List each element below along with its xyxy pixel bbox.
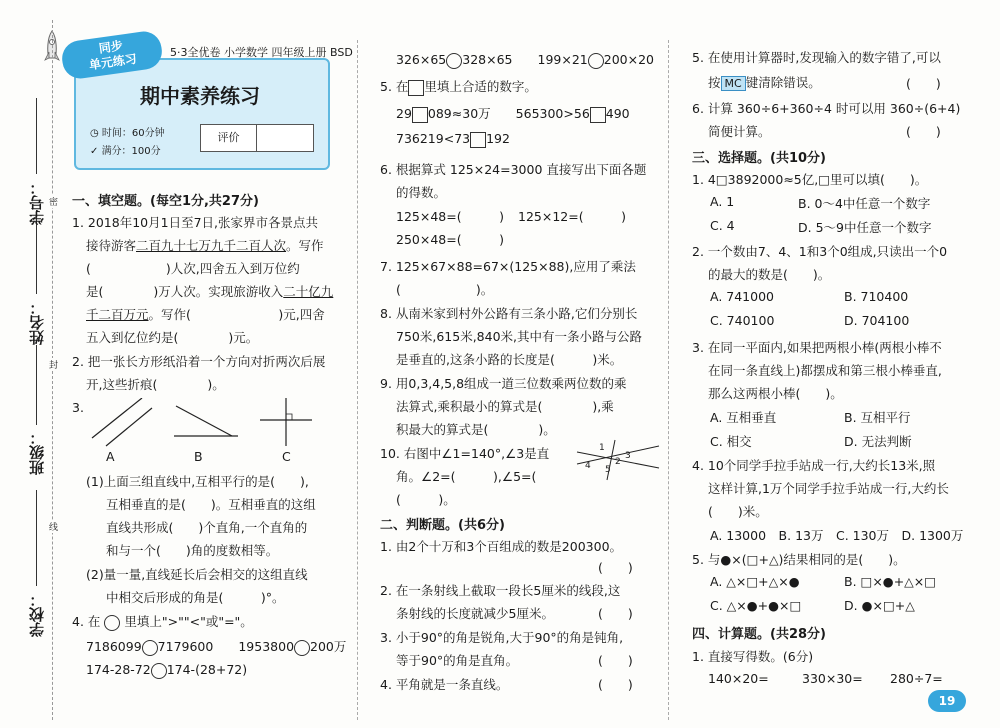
question-text: 直线共形成( )个直角,一个直角的 (106, 520, 308, 535)
question-text: (2)量一量,直线延长后会相交的这组直线 (86, 567, 308, 582)
calc-item: 280÷7= (890, 671, 943, 686)
calc-row: 125×12=( ) (518, 209, 626, 224)
question-text: 2. 在一条射线上截取一段长5厘米的线段,这 (380, 583, 621, 598)
answer-circle[interactable] (142, 640, 158, 656)
question-text: 在同一条直线上)都摆成和第三根小棒垂直, (708, 363, 942, 378)
clock-icon: ◷ (90, 128, 102, 139)
question-text: 开,这些折痕( )。 (86, 377, 225, 392)
question-text: 8. 从南米家到村外公路有三条小路,它们分别长 (380, 306, 638, 321)
question-text: 5. 与●×(□+△)结果相同的是( )。 (692, 552, 906, 567)
seal-mark-2: 封 (47, 360, 57, 369)
column-divider (668, 40, 669, 720)
lines-figure (82, 398, 332, 448)
answer-box[interactable] (590, 107, 606, 123)
question-text: 4. 10个同学手拉手站成一行,大约长13米,照 (692, 458, 936, 473)
question-text: 7. 125×67×88=67×(125×88),应用了乘法 (380, 259, 636, 274)
question-text: (1)上面三组直线中,互相平行的是( ), (86, 474, 309, 489)
calc-row: 250×48=( ) (396, 232, 504, 247)
fill-row: 29 089≈30万 565300>56 490 (396, 106, 630, 121)
angle-label: 3 (625, 451, 631, 461)
page-number: 19 (928, 690, 966, 712)
question-text: 角。∠2=( ),∠5=( (396, 469, 562, 484)
calc-item: 330×30= (802, 671, 863, 686)
option-a[interactable]: A. 互相垂直 (710, 410, 777, 425)
judge-paren[interactable]: ( ) (598, 677, 633, 692)
id-field[interactable] (36, 98, 38, 174)
question-text: 10. 右图中∠1=140°,∠3是直 (380, 446, 550, 461)
options-row[interactable]: A. 13000 B. 13万 C. 130万 D. 1300万 (710, 528, 964, 543)
answer-circle[interactable] (588, 53, 604, 69)
question-text: 和与一个( )角的度数相等。 (106, 543, 279, 558)
option-d[interactable]: D. 5～9中任意一个数字 (798, 220, 932, 235)
answer-circle[interactable] (294, 640, 310, 656)
fill-row: 736219<73 192 (396, 131, 510, 146)
answer-box[interactable] (470, 132, 486, 148)
option-a[interactable]: A. 741000 (710, 289, 774, 304)
question-text: 1. 4□3892000≈5亿,□里可以填( )。 (692, 172, 928, 187)
question-text: 积最大的算式是( )。 (396, 422, 556, 437)
compare-row: 326×65 328×65 199×21 200×20 (396, 52, 655, 67)
question-text: 这样计算,1万个同学手拉手站成一行,大约长 (708, 481, 949, 496)
judge-paren[interactable]: ( ) (598, 606, 633, 621)
calc-item: 140×20= (708, 671, 769, 686)
answer-circle[interactable] (151, 663, 167, 679)
rating-field[interactable] (257, 125, 312, 151)
figure-label-c: C (282, 449, 291, 464)
question-text: ( )。 (396, 282, 494, 297)
option-d[interactable]: D. 无法判断 (844, 434, 912, 449)
time-info: ◷ 时间：60分钟 (90, 128, 165, 139)
question-text: 1. 直接写得数。(6分) (692, 649, 814, 664)
option-c[interactable]: C. △×●+●×□ (710, 598, 802, 613)
answer-circle[interactable] (104, 615, 120, 631)
option-c[interactable]: C. 740100 (710, 313, 775, 328)
seal-mark-3: 线 (47, 522, 57, 531)
question-text: 750米,615米,840米,其中有一条小路与公路 (396, 329, 642, 344)
page-title: 期中素养练习 (140, 84, 260, 108)
question-text: 简便计算。 (708, 124, 771, 139)
section-heading: 一、填空题。(每空1分,共27分) (72, 194, 259, 209)
option-c[interactable]: C. 相交 (710, 434, 752, 449)
question-text: 是( )万人次。实现旅游收入二十亿九 (86, 284, 334, 299)
question-text: 4. 平角就是一条直线。 (380, 677, 509, 692)
question-number: 3. (72, 400, 84, 415)
question-text: 是垂直的,这条小路的长度是( )米。 (396, 352, 623, 367)
question-text: 接待游客二百九十七万九千二百人次。写作 (86, 238, 324, 253)
mc-key: MC (721, 76, 746, 91)
compare-row: 7186099 7179600 1953800 200万 (86, 639, 347, 654)
question-text: 5. 在 里填上合适的数字。 (380, 79, 537, 94)
option-b[interactable]: B. 710400 (844, 289, 909, 304)
question-text: 3. 在同一平面内,如果把两根小棒(两根小棒不 (692, 340, 942, 355)
class-label: 班级： (28, 430, 46, 475)
figure-label-b: B (194, 449, 203, 464)
school-field[interactable] (36, 490, 38, 586)
series-info: 5·3全优卷 小学数学 四年级上册 BSD (170, 46, 353, 59)
compare-row: 174-28-72 174-(28+72) (86, 662, 248, 677)
class-field[interactable] (36, 345, 38, 425)
question-text: 3. 小于90°的角是锐角,大于90°的角是钝角, (380, 630, 624, 645)
question-text: 千二百万元。写作( )元,四舍 (86, 307, 325, 322)
section-heading: 四、计算题。(共28分) (692, 627, 826, 642)
question-text: 1. 由2个十万和3个百组成的数是200300。 (380, 539, 623, 554)
rating-label: 评价 (201, 125, 257, 151)
option-b[interactable]: B. □×●+△×□ (844, 574, 937, 589)
question-text: 按 MC 键清除错误。 (708, 75, 821, 90)
option-a[interactable]: A. △×□+△×● (710, 574, 800, 589)
sync-badge: 同步 单元练习 (60, 29, 164, 81)
question-text: 的最大的数是( )。 (708, 267, 831, 282)
answer-box[interactable] (412, 107, 428, 123)
question-text: ( )人次,四舍五入到万位约 (86, 261, 300, 276)
question-text: 2. 一个数由7、4、1和3个0组成,只读出一个0 (692, 244, 948, 259)
seal-mark-1: 密 (47, 197, 57, 206)
angle-figure (575, 438, 660, 482)
question-text: 法算式,乘积最小的算式是( ),乘 (396, 399, 614, 414)
option-d[interactable]: D. ●×□+△ (844, 598, 915, 613)
score-info: ✓ 满分：100分 (90, 146, 161, 157)
question-text: 6. 根据算式 125×24=3000 直接写出下面各题 (380, 162, 647, 177)
question-text: 条射线的长度就减少5厘米。 (396, 606, 554, 621)
judge-paren[interactable]: ( ) (906, 124, 941, 139)
answer-circle[interactable] (446, 53, 462, 69)
question-text: 4. 在 里填上">""<"或"="。 (72, 614, 253, 629)
question-text: ( )米。 (708, 504, 768, 519)
judge-paren[interactable]: ( ) (598, 653, 633, 668)
question-text: 1. 2018年10月1日至7日,张家界市各景点共 (72, 215, 318, 230)
question-text: 那么这两根小棒( )。 (708, 386, 843, 401)
angle-label: 1 (599, 443, 605, 453)
question-text: ( )。 (396, 492, 456, 507)
judge-paren[interactable]: ( ) (906, 76, 941, 91)
id-label: 学号： (28, 180, 46, 225)
angle-label: 4 (585, 461, 591, 471)
answer-box[interactable] (408, 80, 424, 96)
question-text: 互相垂直的是( )。互相垂直的这组 (106, 497, 316, 512)
figure-label-a: A (106, 449, 115, 464)
question-text: 2. 把一张长方形纸沿着一个方向对折两次后展 (72, 354, 326, 369)
calc-row: 125×48=( ) (396, 209, 504, 224)
check-icon: ✓ (90, 146, 102, 157)
angle-label: 2 (615, 457, 621, 467)
judge-paren[interactable]: ( ) (598, 560, 633, 575)
section-heading: 二、判断题。(共6分) (380, 518, 505, 533)
option-b[interactable]: B. 0～4中任意一个数字 (798, 196, 931, 211)
column-divider (357, 40, 358, 720)
section-heading: 三、选择题。(共10分) (692, 151, 826, 166)
option-c[interactable]: C. 4 (710, 218, 735, 233)
rating-box (200, 124, 314, 152)
question-text: 等于90°的角是直角。 (396, 653, 519, 668)
option-a[interactable]: A. 1 (710, 194, 735, 209)
question-text: 五入到亿位约是( )元。 (86, 330, 259, 345)
question-text: 9. 用0,3,4,5,8组成一道三位数乘两位数的乘 (380, 376, 627, 391)
question-text: 的得数。 (396, 185, 447, 200)
school-label: 学校： (28, 592, 46, 637)
question-text: 5. 在使用计算器时,发现输入的数字错了,可以 (692, 50, 941, 65)
question-text: 中相交后形成的角是( )°。 (106, 590, 285, 605)
angle-label: 5 (605, 465, 611, 475)
option-d[interactable]: D. 704100 (844, 313, 910, 328)
option-b[interactable]: B. 互相平行 (844, 410, 911, 425)
name-label: 姓名： (28, 300, 46, 345)
question-text: 6. 计算 360÷6+360÷4 时可以用 360÷(6+4) (692, 101, 961, 116)
binding-margin (0, 0, 66, 728)
